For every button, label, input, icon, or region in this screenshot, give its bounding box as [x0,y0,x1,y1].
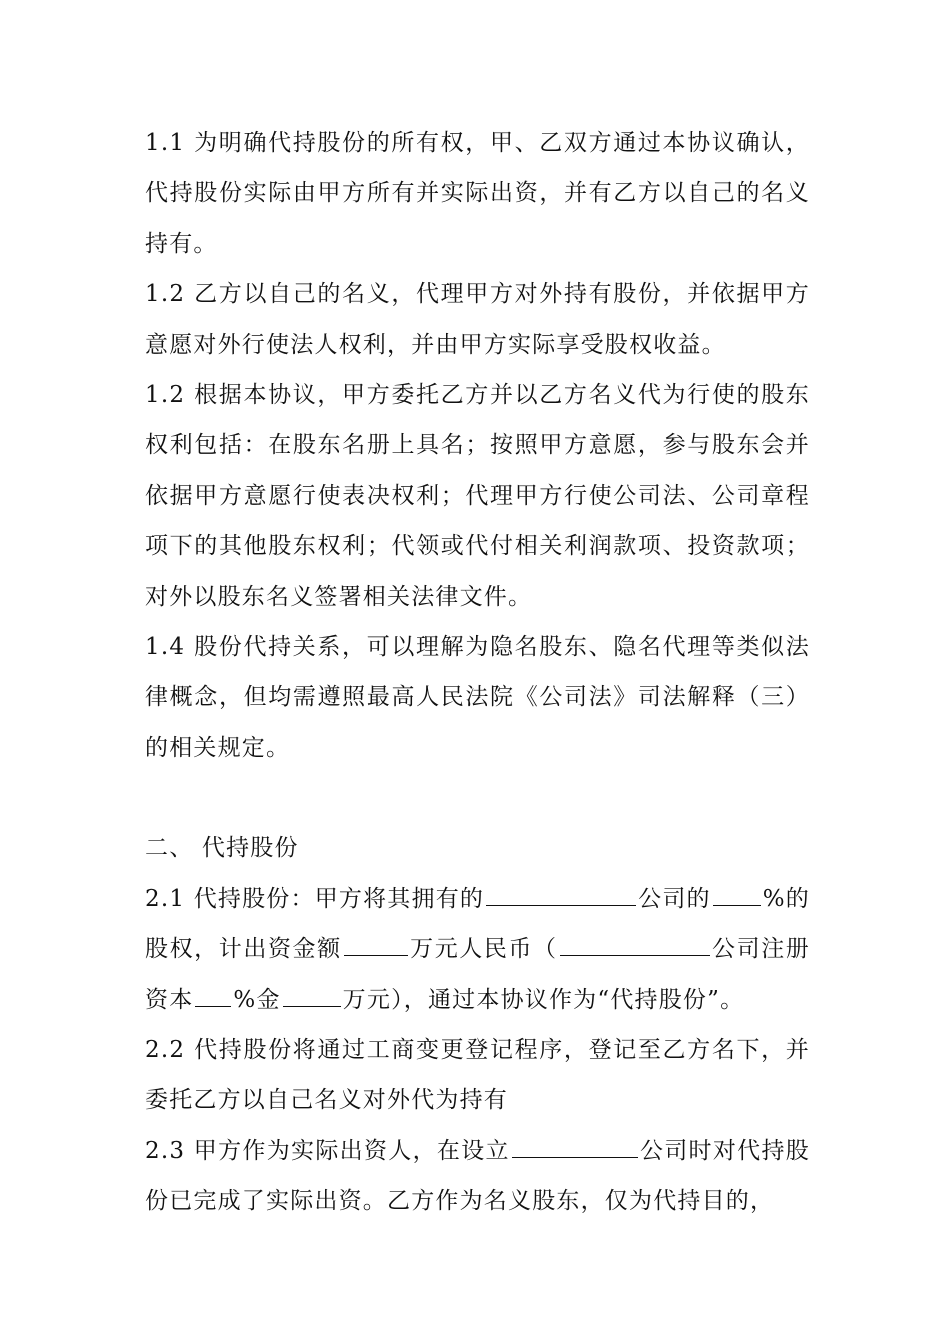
section-2-heading: 二、 代持股份 [145,835,299,862]
established-company-blank [512,1133,638,1158]
clause-2-2: 2.2 代持股份将通过工商变更登记程序，登记至乙方名下，并委托乙方以自己名义对外代为持有 [145,1036,810,1114]
registered-percent-blank [195,982,231,1007]
clause-2-1-text-c: %的股权，计出资金额 [145,885,810,963]
clause-2-1-text-g: 万元），通过本协议作为“代持股份”。 [342,986,745,1013]
capital-amount-blank [344,931,408,956]
share-percent-blank [713,881,761,906]
clause-2-1-text-a: 2.1 代持股份：甲方将其拥有的 [145,885,485,912]
section-gap [145,773,810,823]
company-name-blank-2 [560,931,710,956]
company-name-blank [486,881,636,906]
clause-1-2: 1.2 乙方以自己的名义，代理甲方对外持有股份，并依据甲方意愿对外行使法人权利，并由甲方实际享受股权收益。 [145,281,810,358]
clause-2-1-text-b: 公司的 [638,885,711,912]
clause-2-1 [145,874,810,1025]
document-page [145,118,810,1227]
clause-2-3-text-a: 2.3 甲方作为实际出资人，在设立 [145,1137,510,1164]
registered-amount-blank [283,982,341,1007]
clause-2-1-text-d: 万元人民币（ [409,936,558,963]
clause-2-1-text-f: %金 [233,986,281,1013]
clause-2-1-text-e: 公司注册资本 [145,936,810,1013]
clause-1-4: 1.4 股份代持关系，可以理解为隐名股东、隐名代理等类似法律概念，但均需遵照最高人民法院《公司法》司法解释（三）的相关规定。 [145,634,810,761]
clause-1-2-rights: 1.2 根据本协议，甲方委托乙方并以乙方名义代为行使的股东权利包括：在股东名册上具名；按照甲方意愿，参与股东会并依据甲方意愿行使表决权利；代理甲方行使公司法、公司章程项下的其他股东权利；代领或代付相关利润款项、投资款项；对外以股东名义签署相关法律文件。 [145,382,810,610]
clause-2-3-text-b: 公司时对代持股份已完成了实际出资。乙方作为名义股东，仅为代持目的， [145,1137,810,1215]
clause-1-1: 1.1 为明确代持股份的所有权，甲、乙双方通过本协议确认，代持股份实际由甲方所有并实际出资，并有乙方以自己的名义持有。 [145,130,810,257]
clause-2-3 [145,1126,810,1227]
